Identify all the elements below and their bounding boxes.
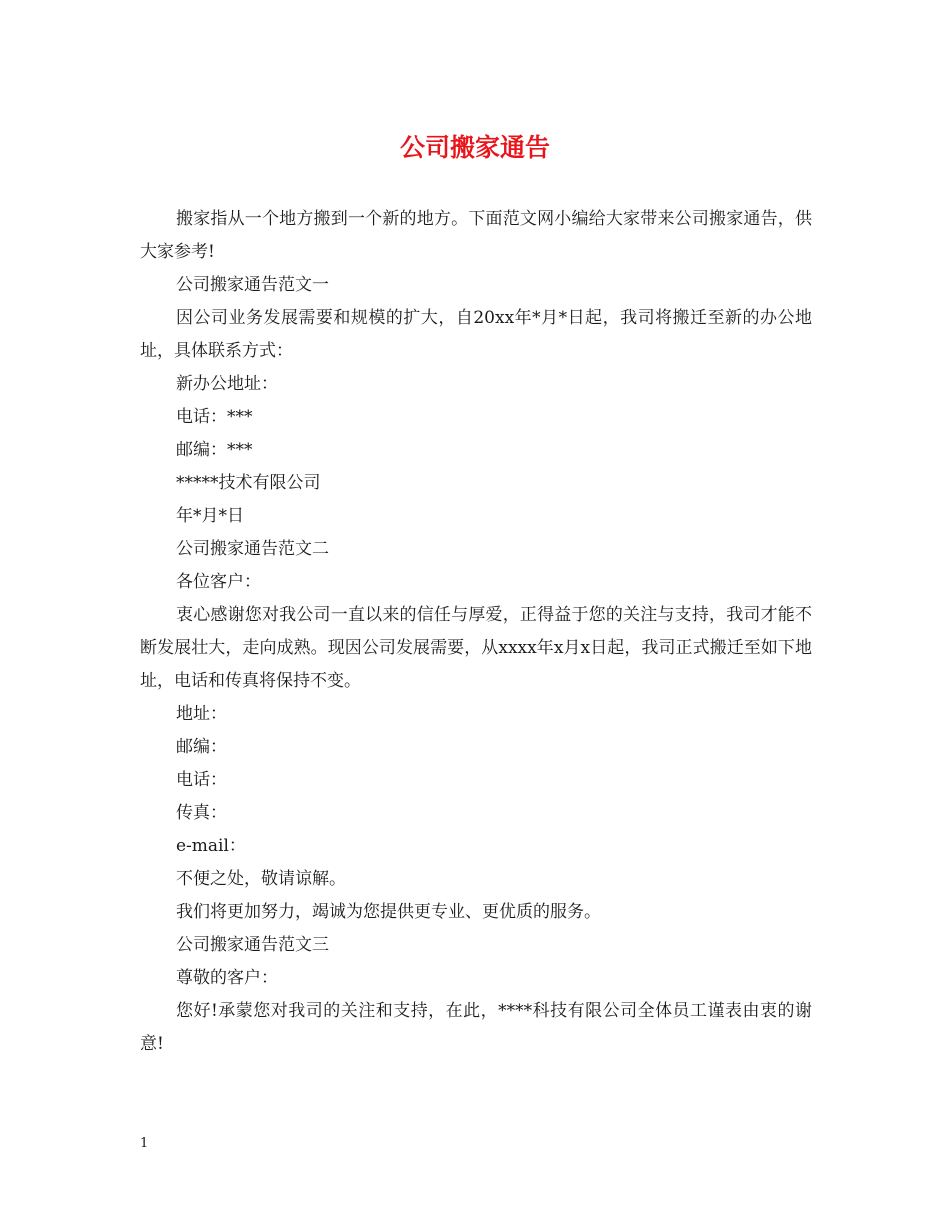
field-postcode: 邮编：*** [176,440,253,460]
salutation-dear-customers: 尊敬的客户： [176,968,278,988]
field-email: e-mail： [176,836,246,856]
paragraph-commitment: 我们将更加努力，竭诚为您提供更专业、更优质的服务。 [176,902,601,922]
paragraph-apology: 不便之处，敬请谅解。 [176,869,346,889]
salutation-customers: 各位客户： [176,572,261,592]
paragraph-notice-2: 衷心感谢您对我公司一直以来的信任与厚爱，正得益于您的关注与支持，我司才能不断发展壮大，走向成熟。现因公司发展需要，从xxxx年x月x日起，我司正式搬迁至如下地址，电话和传真将保持不变。 [140,605,812,691]
paragraph-intro: 搬家指从一个地方搬到一个新的地方。下面范文网小编给大家带来公司搬家通告，供大家参考! [140,209,812,262]
field-postcode-2: 邮编： [176,737,227,757]
field-new-address: 新办公地址： [176,374,278,394]
signature-company: *****技术有限公司 [176,473,321,493]
field-phone-2: 电话： [176,770,227,790]
section-heading-sample-1: 公司搬家通告范文一 [176,275,329,295]
paragraph-thanks: 您好!承蒙您对我司的关注和支持，在此，****科技有限公司全体员工谨表由衷的谢意! [140,1001,812,1054]
field-address: 地址： [176,704,227,724]
paragraph-notice-1: 因公司业务发展需要和规模的扩大，自20xx年*月*日起，我司将搬迁至新的办公地址，具体联系方式： [140,308,812,361]
section-heading-sample-2: 公司搬家通告范文二 [176,539,329,559]
document-title: 公司搬家通告 [399,133,550,162]
section-heading-sample-3: 公司搬家通告范文三 [176,935,329,955]
field-fax: 传真： [176,803,227,823]
document-body [140,203,812,1061]
field-phone: 电话：*** [176,407,253,427]
page-number: 1 [140,1136,149,1151]
signature-date: 年*月*日 [176,506,244,526]
